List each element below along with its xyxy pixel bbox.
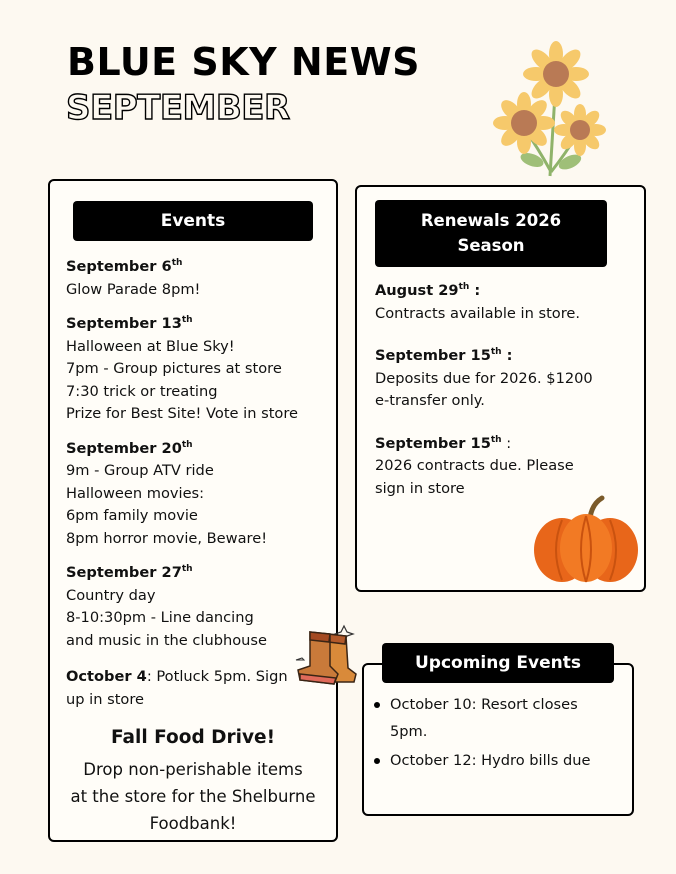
renewal-line: sign in store (375, 479, 465, 497)
date-suffix: th (490, 347, 502, 358)
events-heading: Events (73, 201, 313, 241)
event-text-cont: up in store (66, 690, 145, 708)
sunflower-head-right (554, 104, 606, 156)
event-date: September 27 (66, 564, 182, 581)
renewal-date: August 29 (375, 282, 459, 299)
event-line: Glow Parade 8pm! (66, 280, 201, 298)
event-line: 9m - Group ATV ride (66, 462, 214, 479)
upcoming-item (372, 747, 622, 774)
renewal-line: 2026 contracts due. Please (375, 457, 574, 474)
renewal-date: September 15 (375, 347, 491, 364)
sunflower-icon (488, 38, 608, 180)
event-item (66, 256, 326, 301)
renewal-line: Deposits due for 2026. $1200 (375, 369, 593, 387)
event-item (66, 438, 326, 551)
event-line: Halloween movies: (66, 484, 205, 502)
colon: : (469, 282, 481, 299)
sunflower-head-left (493, 92, 555, 154)
renewals-heading (375, 200, 607, 267)
event-line: Prize for Best Site! Vote in store (66, 405, 299, 422)
event-line: 8-10:30pm - Line dancing (66, 609, 254, 626)
event-item (66, 313, 326, 426)
event-date: September 20 (66, 439, 182, 457)
event-line: Country day (66, 586, 156, 604)
renewal-item (375, 433, 625, 501)
food-drive-line: Drop non-perishable items (83, 760, 303, 779)
event-item (66, 562, 326, 652)
food-drive-line: Foodbank! (149, 814, 237, 833)
event-line: Halloween at Blue Sky! (66, 337, 235, 355)
date-suffix: th (181, 564, 193, 575)
colon: : (501, 347, 513, 364)
upcoming-list (372, 691, 622, 776)
date-suffix: th (181, 315, 193, 326)
date-suffix: th (171, 258, 183, 269)
event-date: October 4 (66, 668, 147, 685)
upcoming-item-text-cont: 5pm. (390, 723, 428, 740)
upcoming-heading: Upcoming Events (382, 643, 614, 683)
renewal-line: Contracts available in store. (375, 304, 581, 322)
upcoming-item (372, 691, 622, 745)
food-drive-line: at the store for the Shelburne (70, 787, 316, 806)
event-line: 7:30 trick or treating (66, 382, 218, 400)
upcoming-item-text: October 10: Resort closes (390, 696, 578, 713)
date-suffix: th (490, 434, 502, 445)
event-line: 7pm - Group pictures at store (66, 360, 282, 377)
date-suffix: th (458, 282, 470, 293)
sunflower-head-top (523, 41, 589, 107)
renewal-item (375, 280, 625, 325)
food-drive-text (48, 756, 338, 837)
event-date: September 6 (66, 258, 172, 275)
newsletter-title: BLUE SKY NEWS (67, 40, 420, 84)
renewal-item (375, 345, 625, 413)
renewals-heading-line: Season (457, 236, 525, 255)
date-suffix: th (181, 439, 193, 450)
cowboy-boots-icon (290, 622, 362, 688)
october-event (66, 666, 326, 711)
event-text: : Potluck 5pm. Sign (146, 668, 288, 685)
food-drive-title: Fall Food Drive! (110, 727, 276, 748)
event-date: September 13 (66, 315, 182, 332)
upcoming-item-text: October 12: Hydro bills due (390, 752, 591, 769)
pumpkin-icon (532, 494, 640, 586)
event-line: and music in the clubhouse (66, 631, 268, 649)
events-list (66, 256, 326, 711)
event-line: 8pm horror movie, Beware! (66, 529, 268, 547)
renewals-heading-line: Renewals 2026 (420, 211, 562, 230)
newsletter-subtitle: SEPTEMBER (66, 88, 290, 128)
renewal-date: September 15 (375, 434, 491, 452)
renewal-line: e-transfer only. (375, 392, 485, 409)
colon: : (501, 434, 512, 452)
event-line: 6pm family movie (66, 507, 198, 524)
renewals-list (375, 280, 625, 520)
